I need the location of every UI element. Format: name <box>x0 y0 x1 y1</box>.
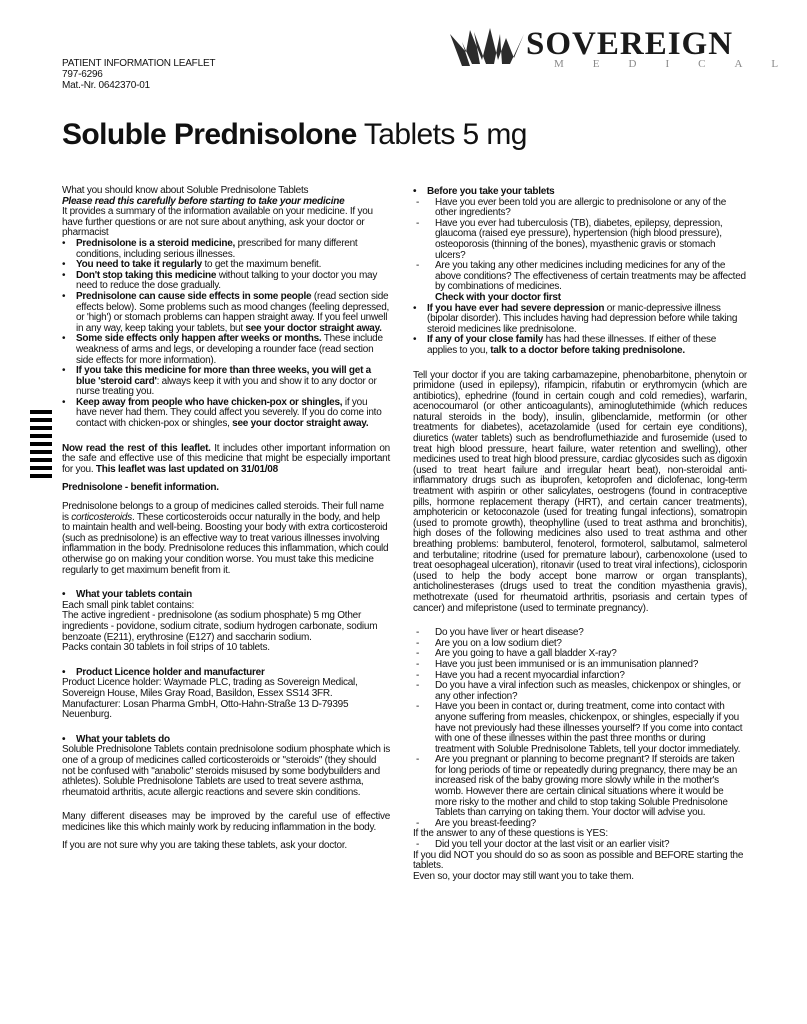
material-number: Mat.-Nr. 0642370-01 <box>62 80 150 91</box>
question-contact: - Have you been in contact or, during treatment, come into contact with anyone suffering from measles, chickenpox, or shingles, especially if you have not previously had these illnesses yourself? If you come into contact with one of these illnesses within the past three months or during treatment with Soluble Prednisolone Tablets, tell your doctor immediately. <box>413 702 747 755</box>
barcode-marks <box>30 410 52 485</box>
tell-doctor-text: Tell your doctor if you are taking carbamazepine, phenobarbitone, phenytoin or primidone (used in epilepsy), rifampicin, rifabutin or erythromycin (which are antibiotics), ephedrine (found in certain cough and cold remedies), warfarin, acenocoumarol (or other anticoagulants), aminoglutethimide (which reduces natural steroids in the body), insulin, glibenclamide, metformin (or other treatments for diabetes), acetazolamide (used for certain eye conditions), diuretics (water tablets) such as bendroflumethiazide and furosemide (used to treat high blood pressure, heart failure, water retention and swelling), other medicines used to treat high blood pressure, cardiac glycosides such as digoxin (used to treat heart failure and irregular heart beat), non-steroidal anti-inflammatory drugs such as ibuprofen, ketoprofen and diclofenac, long-term treatment with aspirin or other salicylates, oestrogens (found in contraceptive pills, hormone replacement therapy (HRT), and certain cancer treatments), amphotericin or ketoconazole (used for treating fungal infections), somatropin (used to promote growth), theophylline (used to treat asthma and bronchitis), high doses of the following medicines also used to treat asthma and other breathing problems: bambuterol, fenoterol, formoterol, salbutamol, salmeterol and terbutaline; ritodrine (used for premature labour), carbenoxolone (used to treat oesophageal ulceration), ritonavir (used to treat viral infections), ciclosporin (used to help the body accept bone marrow or organ transplants), anticholinesterases (drugs used to treat the condition myasthenia gravis), methotrexate (used for rheumatoid arthritis, psoriasis and certain types of cancer) and mifepristone (used to terminate pregnancy). <box>413 369 747 614</box>
question-liver-heart: - Do you have liver or heart disease? <box>413 628 747 639</box>
leaflet-header <box>62 58 215 91</box>
question-other-medicines: - Are you taking any other medicines including medicines for any of the above conditions? The effectiveness of certain treatments may be affected by combinations of medicines. <box>413 261 747 293</box>
point-depression: • If you have ever had severe depression or manic-depressive illness (bipolar disorder). This includes having had depression before while taking steroid medicines like prednisolone. <box>413 304 747 336</box>
question-breastfeeding: - Are you breast-feeding? <box>413 819 747 830</box>
leaflet-code: 797-6296 <box>62 69 103 80</box>
sub-point-steroid-card: • If you take this medicine for more than three weeks, you will get a blue 'steroid card': always keep it with you and show it to any doctor or nurse treating you. <box>62 366 390 398</box>
contain-text: Each small pink tablet contains: The active ingredient - prednisolone (as sodium phosphate) 5 mg Other ingredients - povidone, sodium citrate, sodium hydrogen carbonate, sodium benzoate (E211), erythrosine (E127) and saccharin sodium. Packs contain 30 tablets in foil strips of 10 tablets. <box>62 599 378 654</box>
contain-heading: • What your tablets contain <box>62 590 390 601</box>
even-so-text: Even so, your doctor may still want you to take them. <box>413 870 634 882</box>
question-infarction: - Have you had a recent myocardial infarction? <box>413 671 747 682</box>
leaflet-type: PATIENT INFORMATION LEAFLET <box>62 58 216 69</box>
title-light: Tablets 5 mg <box>356 118 527 151</box>
question-told-doctor: - Did you tell your doctor at the last visit or an earlier visit? <box>413 840 747 851</box>
question-xray: - Are you going to have a gall bladder X-ray? <box>413 649 747 660</box>
sovereign-logo <box>448 22 807 72</box>
intro-line: What you should know about Soluble Prednisolone Tablets <box>62 185 309 196</box>
did-not-text: If you did NOT you should do so as soon as possible and BEFORE starting the tablets. <box>413 849 744 872</box>
not-sure-text: If you are not sure why you are taking these tablets, ask your doctor. <box>62 840 347 852</box>
key-point-stop: • Don't stop taking this medicine without talking to your doctor you may need to reduce the dose gradually. <box>62 271 390 292</box>
left-column <box>62 186 390 852</box>
before-heading: • Before you take your tablets <box>413 187 747 198</box>
question-pregnant: - Are you pregnant or planning to become pregnant? If steroids are taken for long periods of time or repeatedly during pregnancy, there may be an increased risk of the baby growing more slowly while in the mother's womb. However there are certain clinical situations where it would be more risky to the mother and child to stop taking Soluble Prednisolone Tablets than carrying on taking them. Your doctor will advise you. <box>413 755 747 819</box>
many-diseases-text: Many different diseases may be improved by the careful use of effective medicines like this which mainly work by reducing inflammation in the body. <box>62 811 390 833</box>
benefit-text: Prednisolone belongs to a group of medicines called steroids. Their full name is corticosteroids. These corticosteroids occur naturally in the body, and help to maintain health and well-being. Boosting your body with extra corticosteroid (such as prednisolone) is an effective way to treat various illnesses involving inflammation in the body. Prednisolone reduces this inflammation, which could otherwise go on making your condition worse. You must take this medicine regularly to get maximum benefit from it. <box>62 501 389 576</box>
intro-summary: It provides a summary of the information available on your medicine. If you have further questions or are not sure about anything, ask your doctor or pharmacist <box>62 206 373 239</box>
licence-heading: • Product Licence holder and manufacturer <box>62 668 390 679</box>
logo-subtitle: MEDICAL <box>554 58 807 70</box>
question-sodium: - Are you on a low sodium diet? <box>413 639 747 650</box>
sub-point-weeks: • Some side effects only happen after weeks or months. These include weakness of arms and legs, or developing a rounder face (read section side effects for more information). <box>62 334 390 366</box>
right-column <box>413 187 747 882</box>
benefit-heading: Prednisolone - benefit information. <box>62 482 219 494</box>
logo-wordmark: SOVEREIGN <box>526 26 734 62</box>
crown-logo-icon <box>448 24 526 68</box>
key-point-side-effects: • Prednisolone can cause side effects in some people (read section side effects below). Some problems such as mood changes (feeling depressed, or 'high') or stomach problems can happen straight away. If you feel unwell in any way, keep taking your tablets, but see your doctor straight away. <box>62 292 390 334</box>
check-doctor: Check with your doctor first <box>435 291 561 303</box>
question-conditions: - Have you ever had tuberculosis (TB), diabetes, epilepsy, depression, glaucoma (raised eye pressure), hypertension (high blood pressure), osteoporosis (thinning of the bones), myasthenic gravis or stomach ulcers? <box>413 219 747 261</box>
sub-point-chickenpox: • Keep away from people who have chicken-pox or shingles, if you have never had them. They could affect you severely. If you do come into contact with chicken-pox or shingles, see your doctor straight away. <box>62 398 390 430</box>
question-viral: - Do you have a viral infection such as measles, chickenpox or shingles, or any other infection? <box>413 681 747 702</box>
key-point-regular: • You need to take it regularly to get the maximum benefit. <box>62 260 390 271</box>
yes-answer-text: If the answer to any of these questions is YES: <box>413 828 608 840</box>
intro-warning: Please read this carefully before starting to take your medicine <box>62 195 345 207</box>
licence-text: Product Licence holder: Waymade PLC, trading as Sovereign Medical, Sovereign House, Miles Gray Road, Basildon, Essex SS14 3FR. Manufacturer: Losan Pharma GmbH, Otto-Hahn-Straße 13 D-79395 Neuenburg. <box>62 677 358 721</box>
point-family: • If any of your close family has had these illnesses. If either of these applies to you, talk to a doctor before taking prednisolone. <box>413 335 747 356</box>
key-point-steroid: • Prednisolone is a steroid medicine, prescribed for many different conditions, including serious illnesses. <box>62 239 390 260</box>
tablets-do-heading: • What your tablets do <box>62 735 390 746</box>
document-title <box>62 118 527 152</box>
read-rest-notice: Now read the rest of this leaflet. It includes other important information on the safe and effective use of this medicine that might be especially important for you. This leaflet was last updated on 31/01/08 <box>62 442 390 475</box>
tablets-do-text: Soluble Prednisolone Tablets contain prednisolone sodium phosphate which is one of a group of medicines called corticosteroids or "steroids" (they should not be confused with "anabolic" steroids misused by some bodybuilders and athletes). Soluble Prednisolone Tablets are used to treat severe asthma, rheumatoid arthritis, acute allergic reactions and severe skin conditions. <box>62 744 390 798</box>
question-immunised: - Have you just been immunised or is an immunisation planned? <box>413 660 747 671</box>
title-bold: Soluble Prednisolone <box>62 118 357 151</box>
question-allergy: - Have you ever been told you are allergic to prednisolone or any of the other ingredients? <box>413 198 747 219</box>
